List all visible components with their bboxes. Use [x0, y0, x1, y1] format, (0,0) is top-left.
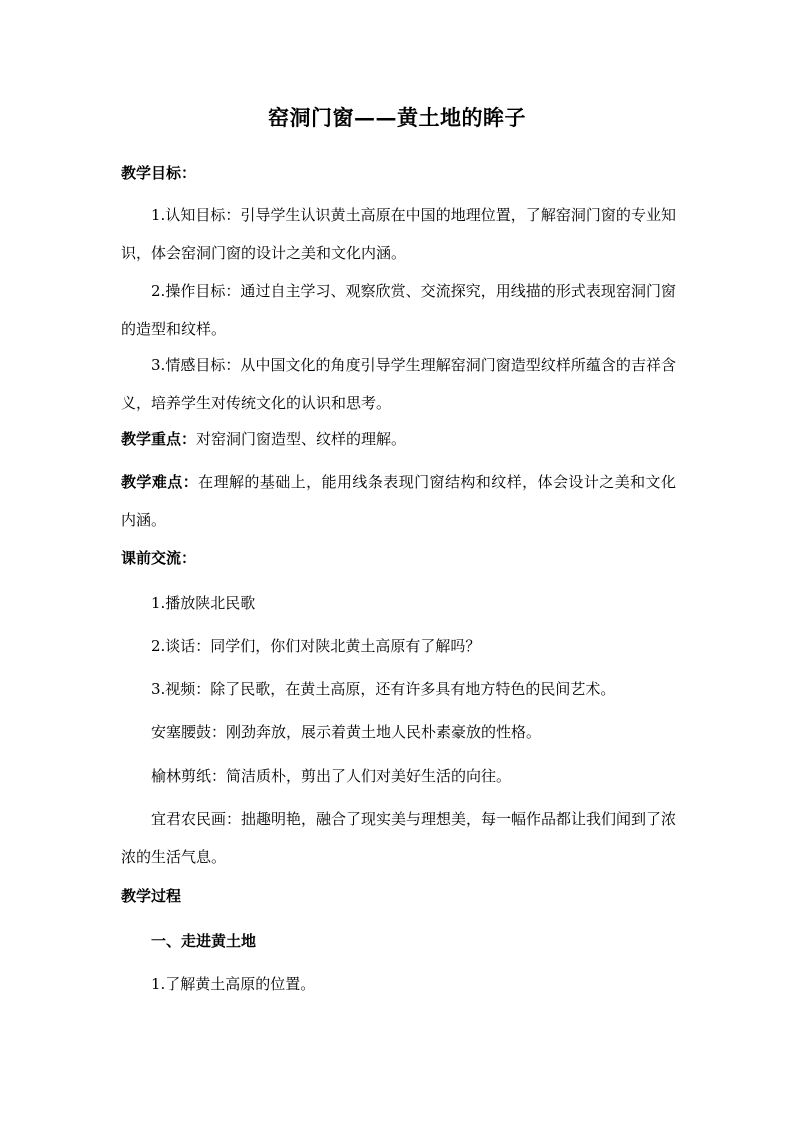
- key-point-text: 对窑洞门窗造型、纹样的理解。: [196, 430, 407, 448]
- preclass-item: 安塞腰鼓：刚劲奔放，展示着黄土地人民朴素豪放的性格。: [151, 723, 542, 741]
- objective-emotion: 3.情感目标：从中国文化的角度引导学生理解窑洞门窗造型纹样所蕴含的吉祥含义，培养学生对传统文化的认识和思考。: [121, 356, 676, 412]
- preclass-item: 1.播放陕北民歌: [151, 594, 256, 612]
- section-item: 1.了解黄土高原的位置。: [151, 975, 316, 993]
- key-point-label: 教学重点：: [121, 430, 197, 448]
- preclass-item: 3.视频：除了民歌，在黄土高原，还有许多具有地方特色的民间艺术。: [151, 680, 616, 698]
- document-title: 窑洞门窗——黄土地的眸子: [268, 105, 526, 130]
- objectives-heading: 教学目标：: [121, 164, 197, 182]
- preclass-paragraph: 宜君农民画：拙趣明艳，融合了现实美与理想美，每一幅作品都让我们闻到了浓浓的生活气息。: [121, 810, 677, 866]
- difficulty-label: 教学难点：: [121, 473, 199, 491]
- difficulty-text: 在理解的基础上，能用线条表现门窗结构和纹样，体会设计之美和文化内涵。: [121, 473, 676, 529]
- preclass-item: 2.谈话：同学们，你们对陕北黄土高原有了解吗？: [151, 637, 481, 655]
- difficulty-paragraph: [121, 463, 676, 539]
- preclass-item: 榆林剪纸：简洁质朴，剪出了人们对美好生活的向往。: [151, 767, 512, 785]
- section-heading: 一、走进黄土地: [151, 932, 257, 950]
- process-heading: 教学过程: [121, 887, 182, 905]
- preclass-heading: 课前交流：: [121, 549, 197, 567]
- objective-cognitive: 1.认知目标：引导学生认识黄土高原在中国的地理位置，了解窑洞门窗的专业知识，体会窑洞门窗的设计之美和文化内涵。: [121, 206, 676, 262]
- objective-operation: 2.操作目标：通过自主学习、观察欣赏、交流探究，用线描的形式表现窑洞门窗的造型和纹样。: [121, 282, 676, 338]
- key-point-line: [121, 428, 406, 449]
